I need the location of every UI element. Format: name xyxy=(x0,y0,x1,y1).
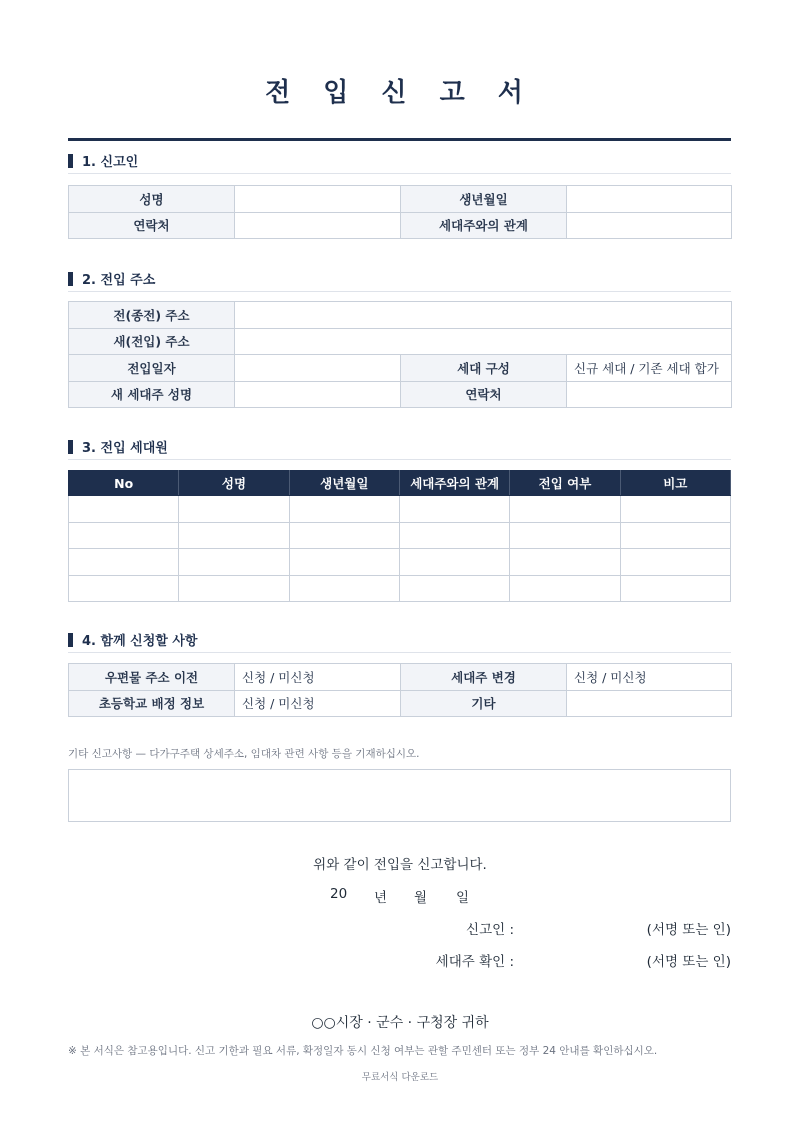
member-cell[interactable] xyxy=(289,496,399,523)
col-header-name: 성명 xyxy=(179,471,289,496)
col-header-birth: 생년월일 xyxy=(289,471,399,496)
section-title: 1. 신고인 xyxy=(82,155,139,170)
col-header-no: No xyxy=(69,471,179,496)
col-header-remarks: 비고 xyxy=(620,471,730,496)
members-table xyxy=(68,470,731,602)
memo-field[interactable] xyxy=(68,769,731,822)
move-date-label: 전입일자 xyxy=(69,355,235,382)
mail-forward-label: 우편물 주소 이전 xyxy=(69,664,235,691)
birth-label: 생년월일 xyxy=(401,186,567,213)
address-table xyxy=(68,301,732,408)
table-row xyxy=(69,575,731,602)
other-field[interactable] xyxy=(567,690,732,717)
extras-table xyxy=(68,663,732,717)
day-label: 일 xyxy=(456,890,470,906)
source-label: 무료서식 다운로드 xyxy=(361,1072,439,1083)
member-cell[interactable] xyxy=(179,549,289,576)
col-header-relation: 세대주와의 관계 xyxy=(399,471,509,496)
member-cell[interactable] xyxy=(510,575,620,602)
member-cell[interactable] xyxy=(179,496,289,523)
new-head-label: 새 세대주 성명 xyxy=(69,381,235,408)
table-row xyxy=(69,522,731,549)
relation-label: 세대주와의 관계 xyxy=(401,212,567,239)
section-address-heading xyxy=(68,270,731,292)
section-title: 3. 전입 세대원 xyxy=(82,441,168,456)
member-cell[interactable] xyxy=(510,549,620,576)
member-cell[interactable] xyxy=(399,575,509,602)
member-cell[interactable] xyxy=(399,549,509,576)
school-label: 초등학교 배정 정보 xyxy=(69,690,235,717)
addressee: ○○시장 · 군수 · 구청장 귀하 xyxy=(311,1015,489,1031)
month-label: 월 xyxy=(414,890,428,906)
member-cell[interactable] xyxy=(399,496,509,523)
section-extras-heading xyxy=(68,631,731,653)
member-cell[interactable] xyxy=(179,522,289,549)
address-contact-label: 연락처 xyxy=(401,381,567,408)
birth-field[interactable] xyxy=(567,186,732,213)
new-address-label: 새(전입) 주소 xyxy=(69,328,235,355)
year-label: 년 xyxy=(374,890,388,906)
member-cell[interactable] xyxy=(620,575,730,602)
reporter-table xyxy=(68,185,732,239)
contact-field[interactable] xyxy=(235,212,401,239)
memo-instructions: 기타 신고사항 — 다가구주택 상세주소, 임대차 관련 사항 등을 기재하십시오. xyxy=(68,748,420,760)
member-cell[interactable] xyxy=(289,549,399,576)
head-change-field[interactable]: 신청 / 미신청 xyxy=(567,664,732,691)
other-label: 기타 xyxy=(401,690,567,717)
member-cell[interactable] xyxy=(69,575,179,602)
move-date-field[interactable] xyxy=(235,355,401,382)
title-divider xyxy=(68,138,731,141)
name-field[interactable] xyxy=(235,186,401,213)
year-prefix: 20 xyxy=(330,886,348,902)
section-members-heading xyxy=(68,438,731,460)
section-marker xyxy=(68,633,73,647)
address-contact-field[interactable] xyxy=(567,381,732,408)
section-title: 4. 함께 신청할 사항 xyxy=(82,634,198,649)
declaration-text: 위와 같이 전입을 신고합니다. xyxy=(313,857,487,873)
member-cell[interactable] xyxy=(289,522,399,549)
new-address-field[interactable] xyxy=(235,328,732,355)
member-cell[interactable] xyxy=(399,522,509,549)
prev-address-label: 전(종전) 주소 xyxy=(69,302,235,329)
member-cell[interactable] xyxy=(69,549,179,576)
prev-address-field[interactable] xyxy=(235,302,732,329)
col-header-move-status: 전입 여부 xyxy=(510,471,620,496)
household-label: 세대 구성 xyxy=(401,355,567,382)
section-marker xyxy=(68,272,73,286)
member-cell[interactable] xyxy=(289,575,399,602)
member-cell[interactable] xyxy=(69,496,179,523)
head-signature-mark[interactable]: (서명 또는 인) xyxy=(646,954,731,970)
member-cell[interactable] xyxy=(620,522,730,549)
section-reporter-heading xyxy=(68,152,731,174)
contact-label: 연락처 xyxy=(69,212,235,239)
member-cell[interactable] xyxy=(179,575,289,602)
member-cell[interactable] xyxy=(510,522,620,549)
head-change-label: 세대주 변경 xyxy=(401,664,567,691)
mail-forward-field[interactable]: 신청 / 미신청 xyxy=(235,664,401,691)
reporter-signature-label: 신고인 : xyxy=(466,922,514,938)
document-title: 전 입 신 고 서 xyxy=(265,78,535,108)
footnote: ※ 본 서식은 참고용입니다. 신고 기한과 필요 서류, 확정일자 동시 신청 여부는 관할 주민센터 또는 정부 24 안내를 확인하십시오. xyxy=(68,1045,658,1057)
date-line xyxy=(330,886,469,906)
table-row xyxy=(69,549,731,576)
member-cell[interactable] xyxy=(510,496,620,523)
school-field[interactable]: 신청 / 미신청 xyxy=(235,690,401,717)
reporter-signature-mark[interactable]: (서명 또는 인) xyxy=(646,922,731,938)
name-label: 성명 xyxy=(69,186,235,213)
head-signature-label: 세대주 확인 : xyxy=(435,954,514,970)
relation-field[interactable] xyxy=(567,212,732,239)
member-cell[interactable] xyxy=(620,496,730,523)
section-title: 2. 전입 주소 xyxy=(82,273,156,288)
member-cell[interactable] xyxy=(620,549,730,576)
new-head-field[interactable] xyxy=(235,381,401,408)
member-cell[interactable] xyxy=(69,522,179,549)
section-marker xyxy=(68,440,73,454)
household-field[interactable]: 신규 세대 / 기존 세대 합가 xyxy=(567,355,732,382)
table-row xyxy=(69,496,731,523)
section-marker xyxy=(68,154,73,168)
